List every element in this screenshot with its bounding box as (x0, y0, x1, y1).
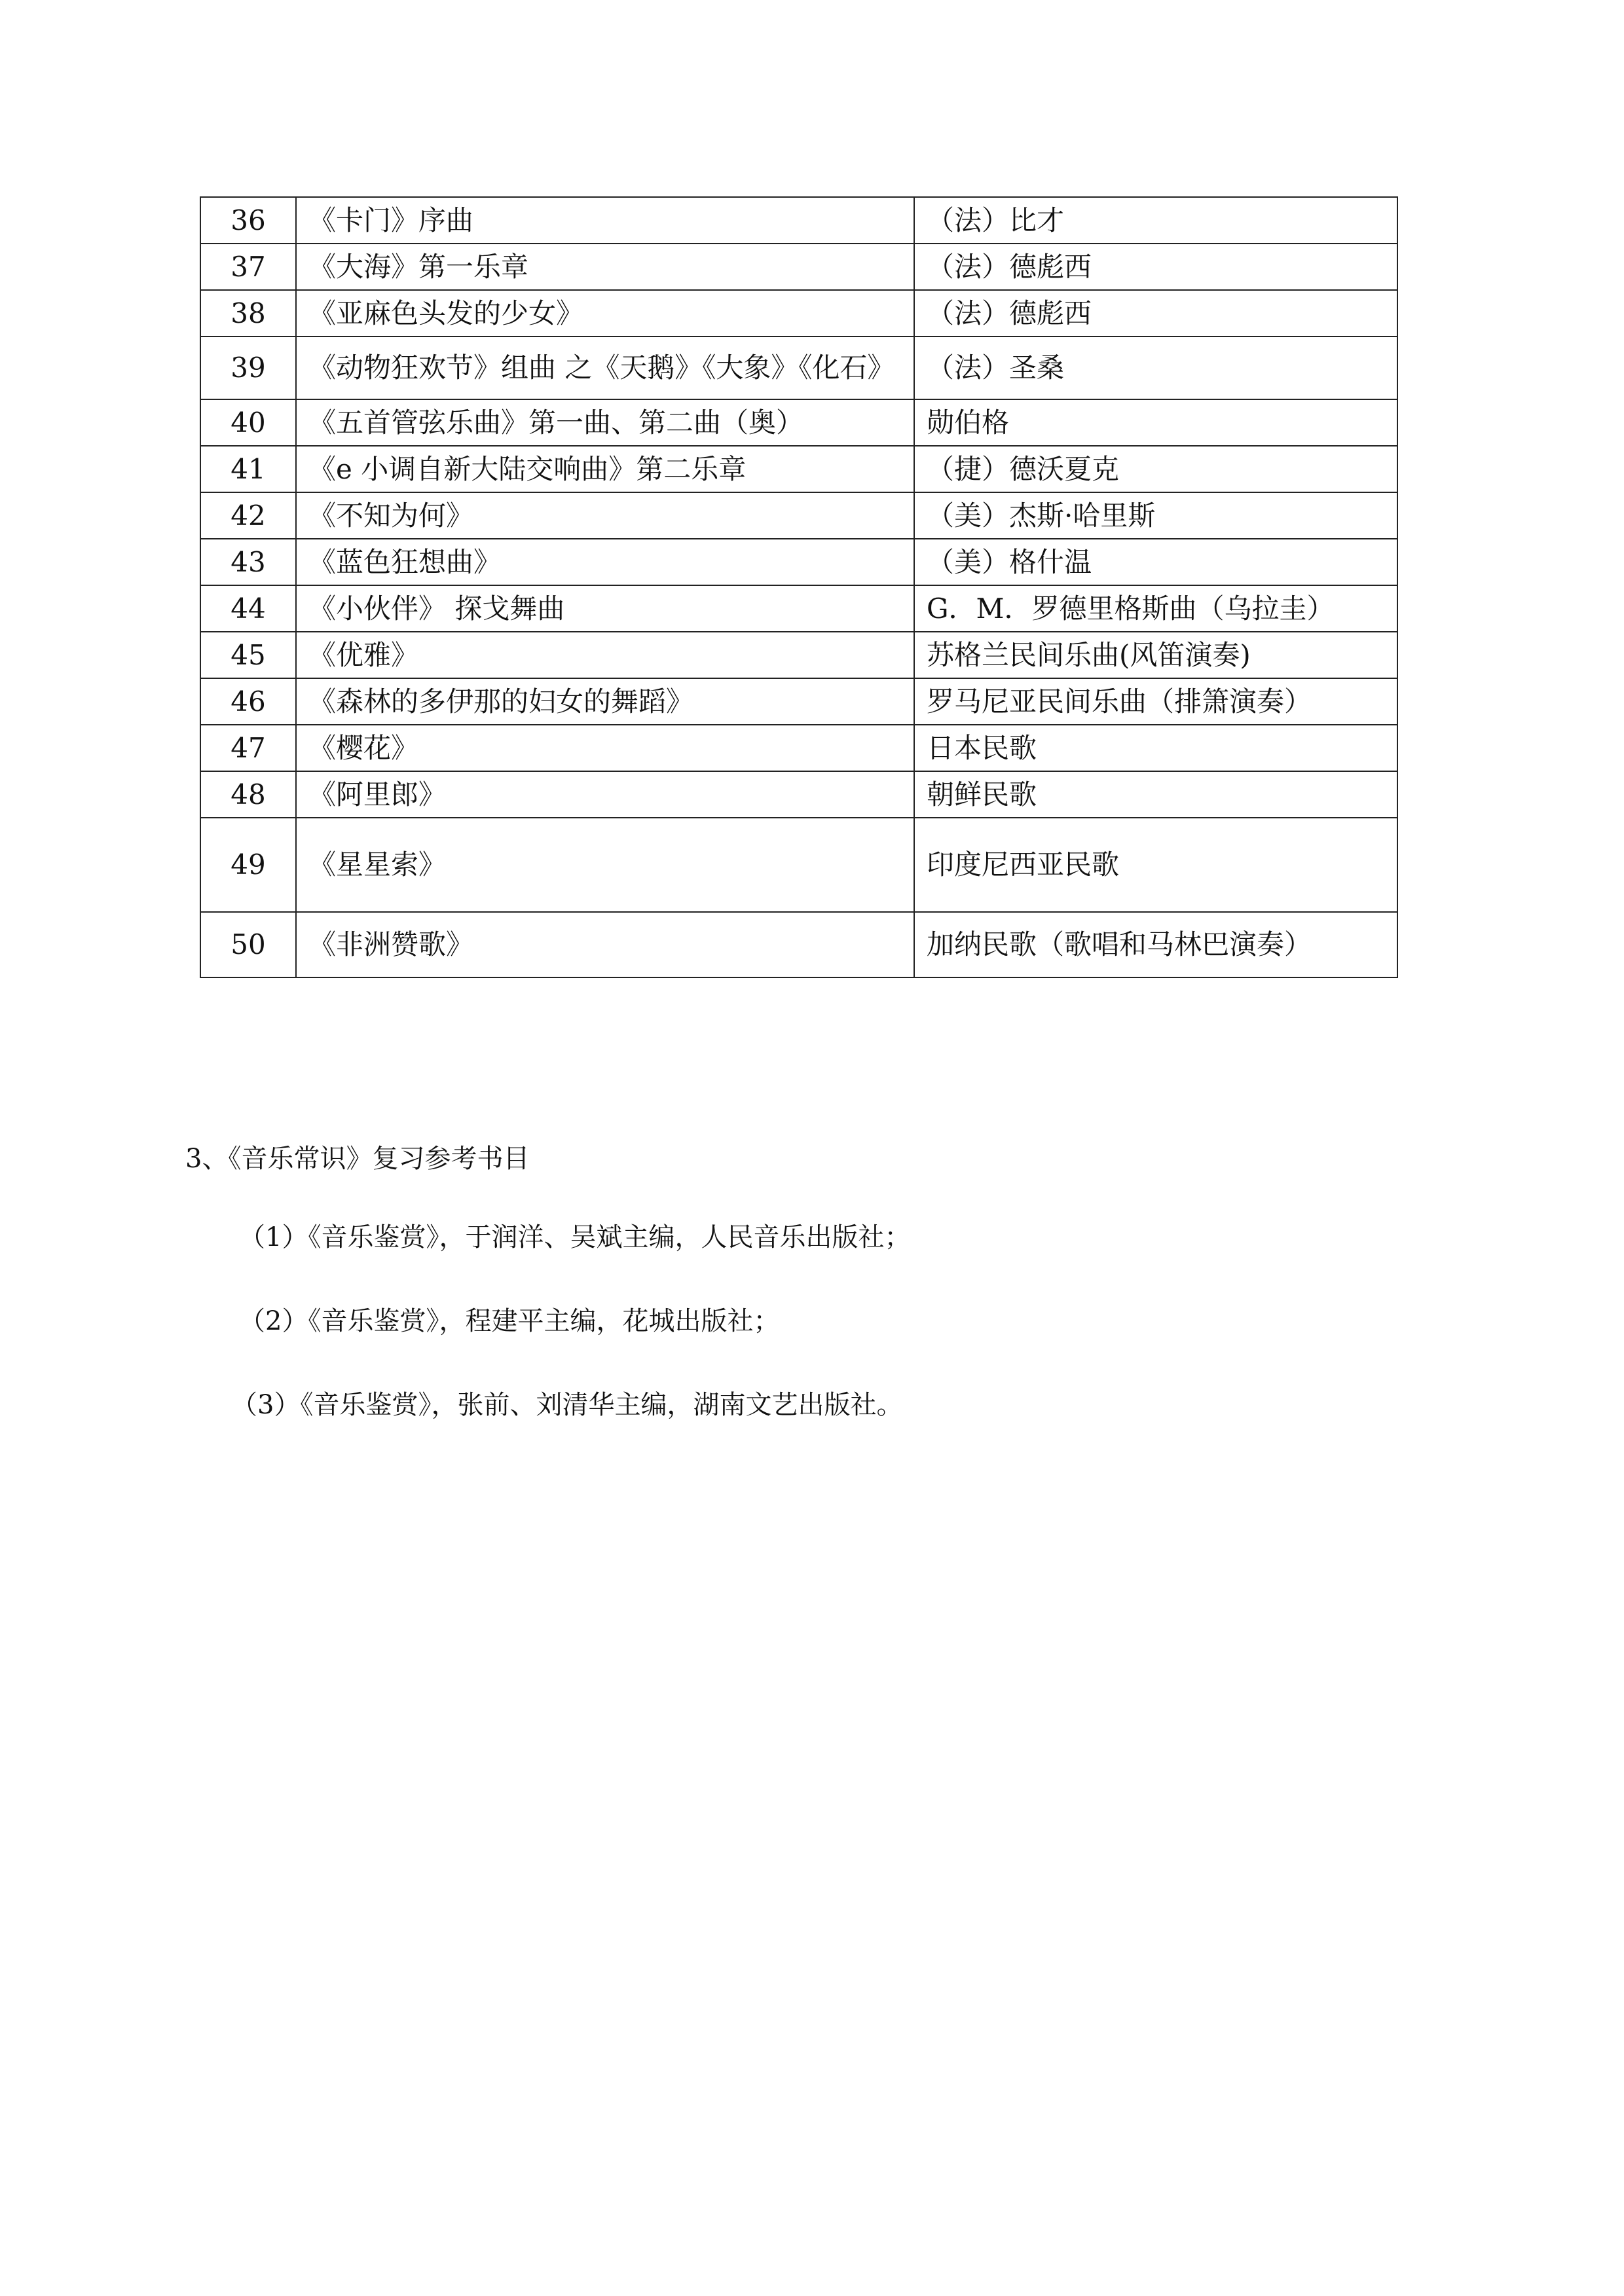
row-number: 41 (200, 446, 296, 492)
composer: 苏格兰民间乐曲(风笛演奏) (914, 632, 1397, 678)
table-row (200, 678, 1397, 725)
row-number: 37 (200, 244, 296, 290)
reference-book-item: （1）《音乐鉴赏》，于润洋、吴斌主编，人民音乐出版社； (239, 1222, 911, 1252)
work-title: 《五首管弦乐曲》第一曲、第二曲（奥） (296, 399, 914, 446)
composer: 日本民歌 (914, 725, 1397, 771)
music-repertoire-table (200, 196, 1398, 978)
row-number: 48 (200, 771, 296, 818)
table-row (200, 337, 1397, 399)
composer: （美）杰斯·哈里斯 (914, 492, 1397, 539)
row-number: 50 (200, 912, 296, 977)
work-title: 《卡门》序曲 (296, 197, 914, 244)
table-row (200, 446, 1397, 492)
row-number: 49 (200, 818, 296, 912)
row-number: 47 (200, 725, 296, 771)
table-row (200, 244, 1397, 290)
work-title: 《森林的多伊那的妇女的舞蹈》 (296, 678, 914, 725)
work-title: 《e 小调自新大陆交响曲》第二乐章 (296, 446, 914, 492)
table-row (200, 585, 1397, 632)
work-title: 《星星索》 (296, 818, 914, 912)
table-row (200, 290, 1397, 337)
reference-book-item: （3）《音乐鉴赏》，张前、刘清华主编，湖南文艺出版社。 (231, 1390, 903, 1420)
work-title: 《不知为何》 (296, 492, 914, 539)
row-number: 44 (200, 585, 296, 632)
row-number: 36 (200, 197, 296, 244)
row-number: 42 (200, 492, 296, 539)
work-title: 《蓝色狂想曲》 (296, 539, 914, 585)
composer: 朝鲜民歌 (914, 771, 1397, 818)
work-title: 《非洲赞歌》 (296, 912, 914, 977)
work-title: 《优雅》 (296, 632, 914, 678)
row-number: 40 (200, 399, 296, 446)
work-title: 《大海》第一乐章 (296, 244, 914, 290)
table-row (200, 725, 1397, 771)
row-number: 45 (200, 632, 296, 678)
work-title: 《阿里郎》 (296, 771, 914, 818)
table-row (200, 771, 1397, 818)
row-number: 46 (200, 678, 296, 725)
table-row (200, 492, 1397, 539)
section-heading: 3、《音乐常识》复习参考书目 (185, 1144, 530, 1174)
work-title: 《小伙伴》 探戈舞曲 (296, 585, 914, 632)
work-title: 《动物狂欢节》组曲 之《天鹅》《大象》《化石》 (296, 337, 914, 399)
composer: （法）德彪西 (914, 244, 1397, 290)
row-number: 38 (200, 290, 296, 337)
work-title: 《樱花》 (296, 725, 914, 771)
composer: G．M．罗德里格斯曲（乌拉圭） (914, 585, 1397, 632)
composer: 勋伯格 (914, 399, 1397, 446)
reference-book-item: （2）《音乐鉴赏》，程建平主编，花城出版社； (239, 1306, 780, 1336)
composer: 印度尼西亚民歌 (914, 818, 1397, 912)
composer: 加纳民歌（歌唱和马林巴演奏） (914, 912, 1397, 977)
table-row (200, 539, 1397, 585)
table-row (200, 399, 1397, 446)
work-title: 《亚麻色头发的少女》 (296, 290, 914, 337)
composer: （美）格什温 (914, 539, 1397, 585)
composer: （捷）德沃夏克 (914, 446, 1397, 492)
table-row (200, 912, 1397, 977)
composer: （法）圣桑 (914, 337, 1397, 399)
table-row (200, 197, 1397, 244)
row-number: 43 (200, 539, 296, 585)
composer: 罗马尼亚民间乐曲（排箫演奏） (914, 678, 1397, 725)
row-number: 39 (200, 337, 296, 399)
table-row (200, 632, 1397, 678)
table-row (200, 818, 1397, 912)
composer: （法）比才 (914, 197, 1397, 244)
composer: （法）德彪西 (914, 290, 1397, 337)
